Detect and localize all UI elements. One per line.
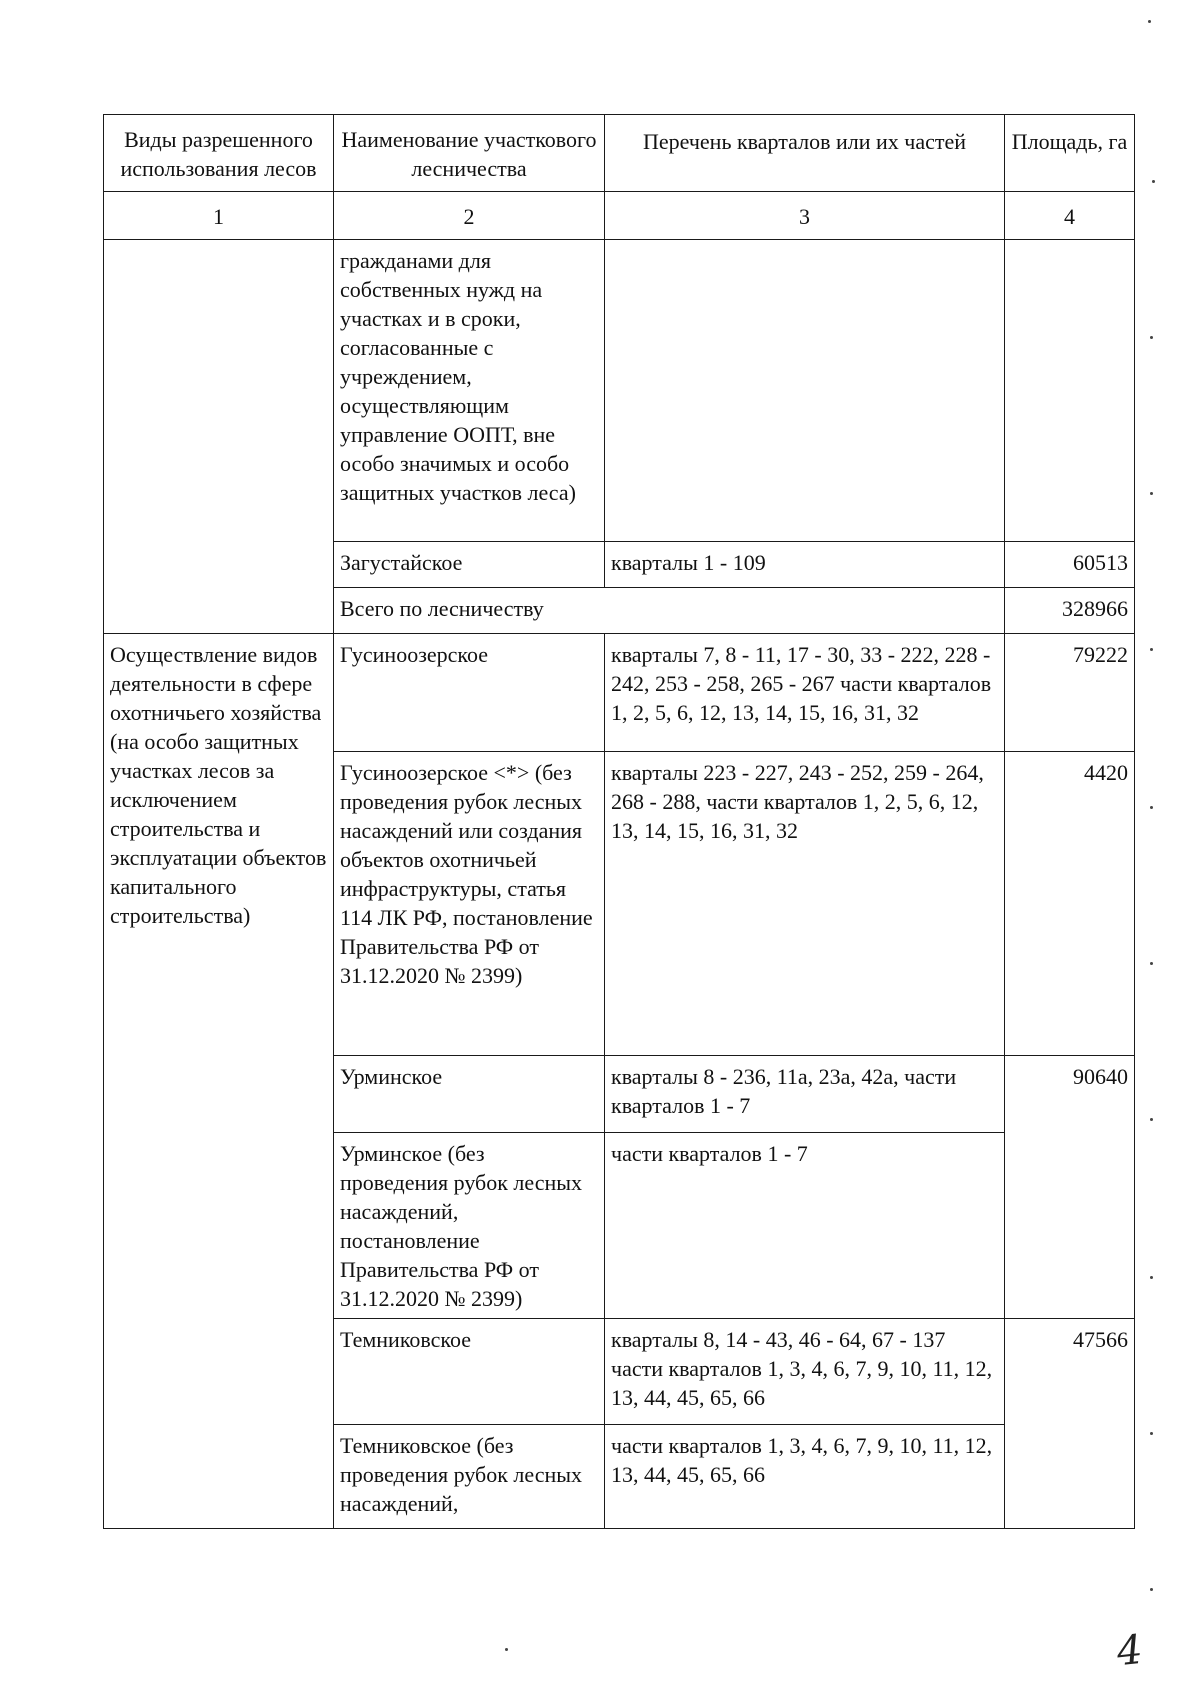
use-type-cell-empty (104, 240, 334, 634)
quarters-cell: кварталы 1 - 109 (605, 542, 1005, 588)
area-cell: 60513 (1005, 542, 1135, 588)
header-use-type: Виды разрешенного использования лесов (104, 115, 334, 192)
forestry-cell: Урминское (без проведения рубок лесных насаждений, постановление Правительства РФ от 31.12.2020 № 2399) (334, 1133, 605, 1319)
scan-speck (1150, 1276, 1153, 1279)
area-cell: 79222 (1005, 634, 1135, 752)
quarters-cell: кварталы 8 - 236, 11а, 23а, 42а, части кварталов 1 - 7 (605, 1056, 1005, 1133)
area-cell: 47566 (1005, 1319, 1135, 1529)
column-number-1: 1 (104, 192, 334, 240)
scan-speck (1150, 962, 1153, 965)
scan-speck (1150, 1118, 1153, 1121)
total-area: 328966 (1005, 588, 1135, 634)
forestry-cell: Темниковское (без проведения рубок лесных насаждений, (334, 1425, 605, 1529)
scan-speck (1150, 1432, 1153, 1435)
scan-speck (1150, 1588, 1153, 1591)
use-type-cell: Осуществление видов деятельности в сфере охотничьего хозяйства (на особо защитных участках лесов за исключением строительства и эксплуатации объектов капитального строительства) (104, 634, 334, 1529)
forestry-cell: Темниковское (334, 1319, 605, 1425)
scan-speck (1150, 806, 1153, 809)
header-area: Площадь, га (1005, 115, 1135, 192)
table-row (104, 240, 1135, 542)
scan-speck (1150, 336, 1153, 339)
scan-speck (1148, 20, 1151, 23)
table-row (104, 634, 1135, 752)
forestry-cell: Загустайское (334, 542, 605, 588)
quarters-cell: кварталы 223 - 227, 243 - 252, 259 - 264, 268 - 288, части кварталов 1, 2, 5, 6, 12, 13, 14, 15, 16, 31, 32 (605, 752, 1005, 1056)
area-cell: 4420 (1005, 752, 1135, 1056)
scan-speck (1150, 648, 1153, 651)
area-cell-empty (1005, 240, 1135, 542)
forest-use-table (103, 114, 1135, 1529)
quarters-cell: части кварталов 1, 3, 4, 6, 7, 9, 10, 11, 12, 13, 44, 45, 65, 66 (605, 1425, 1005, 1529)
header-forestry-name: Наименование участкового лесничества (334, 115, 605, 192)
column-number-4: 4 (1005, 192, 1135, 240)
table-header-row (104, 115, 1135, 192)
forestry-cell: гражданами для собственных нужд на участках и в сроки, согласованные с учреждением, осуществляющим управление ООПТ, вне особо значимых и особо защитных участков леса) (334, 240, 605, 542)
column-number-2: 2 (334, 192, 605, 240)
quarters-cell: кварталы 8, 14 - 43, 46 - 64, 67 - 137 части кварталов 1, 3, 4, 6, 7, 9, 10, 11, 12, 13, 44, 45, 65, 66 (605, 1319, 1005, 1425)
column-numbers-row (104, 192, 1135, 240)
quarters-cell: части кварталов 1 - 7 (605, 1133, 1005, 1319)
forestry-cell: Гусиноозерское (334, 634, 605, 752)
total-label: Всего по лесничеству (334, 588, 1005, 634)
quarters-cell-empty (605, 240, 1005, 542)
column-number-3: 3 (605, 192, 1005, 240)
forestry-cell: Гусиноозерское <*> (без проведения рубок лесных насаждений или создания объектов охотничьей инфраструктуры, статья 114 ЛК РФ, постановление Правительства РФ от 31.12.2020 № 2399) (334, 752, 605, 1056)
quarters-cell: кварталы 7, 8 - 11, 17 - 30, 33 - 222, 228 - 242, 253 - 258, 265 - 267 части кварталов 1, 2, 5, 6, 12, 13, 14, 15, 16, 31, 32 (605, 634, 1005, 752)
header-quarters-list: Перечень кварталов или их частей (605, 115, 1005, 192)
forestry-cell: Урминское (334, 1056, 605, 1133)
scan-speck (1150, 492, 1153, 495)
page-number: 4 (1114, 1626, 1145, 1676)
scan-speck (505, 1648, 508, 1651)
scan-speck (1152, 180, 1155, 183)
area-cell: 90640 (1005, 1056, 1135, 1319)
